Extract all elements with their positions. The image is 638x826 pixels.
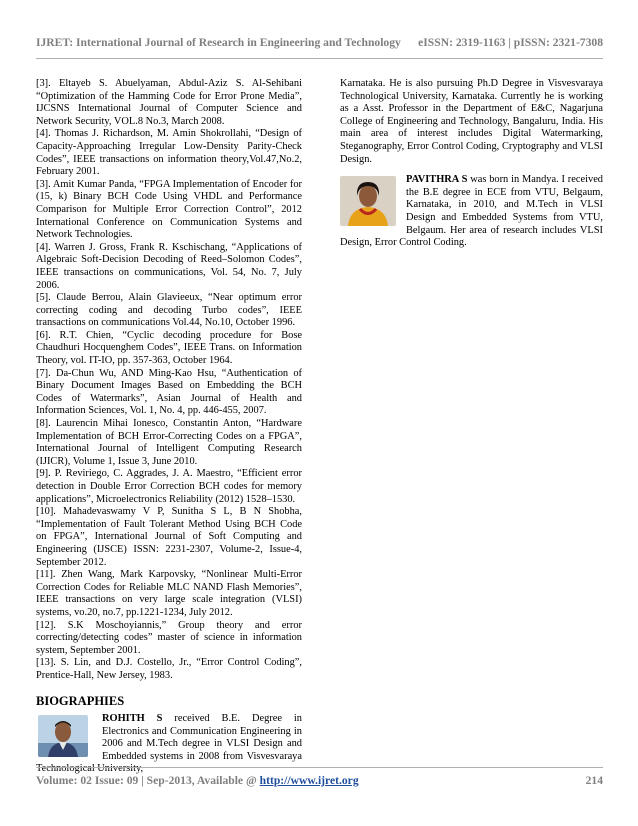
reference-list [36,78,302,683]
bio-pavithra [340,174,603,250]
reference-item: [9]. P. Reviriego, C. Aggrades, J. A. Maestro, “Efficient error detection in Double Error Correction BCH codes for memory applications”, Microelectronics Reliability (2012) 1528–1530. [36,468,302,505]
reference-item: [7]. Da-Chun Wu, AND Ming-Kao Hsu, “Authentication of Binary Document Images Based on Embedding the BCH Codes of Watermarks”, Asian Journal of Health and Information Sciences, Vol. 1, No. 4, pp. 446-455, 2007. [36,367,302,417]
issn-info: eISSN: 2319-1163 | pISSN: 2321-7308 [418,36,603,49]
bio-text: received B.E. Degree in Electronics and Communication Engineering in 2006 and M.Tech degree in VLSI Design and Embedded systems in 2008 from Visvesvaraya Technological University, [36,713,302,775]
reference-item: [13]. S. Lin, and D.J. Costello, Jr., “Error Control Coding”, Prentice-Hall, New Jersey, 1983. [36,657,302,681]
bio-continuation: Karnataka. He is also pursuing Ph.D Degree in Visvesvaraya Technological University, Karnataka. Currently he is working as a Asst. Professor in the Department of E&C, Nagarjuna College of Engineering and Technology, Bangaluru, India. His main area of interest includes Digital Watermarking, Steganography, Error Control Coding, Cryptography and VLSI Design. [340,78,603,165]
page-header [36,36,603,49]
journal-link[interactable]: http://www.ijret.org [259,774,359,787]
reference-item: [5]. Claude Berrou, Alain Glavieeux, “Near optimum error correcting coding and decoding Turbo codes”, IEEE transactions on communications Vol.44, No.10, October 1996. [36,292,302,329]
reference-item: [12]. S.K Moschoyiannis,” Group theory and error correcting/detecting codes” master of science in information system, September 2001. [36,619,302,656]
header-divider [36,58,603,59]
reference-item: [4]. Warren J. Gross, Frank R. Kschischang, “Applications of Algebraic Soft-Decision Decoding of Reed–Solomon Codes”, IEEE transactions on communications, Vol. 54, No. 7, July 2006. [36,241,302,291]
reference-item: [11]. Zhen Wang, Mark Karpovsky, “Nonlinear Multi-Error Correction Codes for Reliable MLC NAND Flash Memories”, IEEE transactions on very large scale integration (VLSI) systems, vo.20, no.7, pp.1221-1234, July 2012. [36,569,302,618]
left-column [36,78,302,776]
bio-text: was born in Mandya. I received the B.E degree in ECE from VTU, Belgaum, Karnataka, in 2010, and M.Tech in VLSI Design and Embedded Systems from VTU, Belgaum. Her area of research includes VLSI Design, Error Control Coding. [340,174,603,249]
reference-item: [4]. Thomas J. Richardson, M. Amin Shokrollahi, “Design of Capacity-Approaching Irregular Low-Density Parity-Check Codes”, IEEE transactions on information theory,Vol.47,No.2, February 2001. [36,128,302,178]
reference-item: [3]. Amit Kumar Panda, “FPGA Implementation of Encoder for (15, k) Binary BCH Code Using VHDL and Performance Comparison for Multiple Error Correction Control”, 2012 International Conference on Communication Systems and Network Technologies. [36,178,302,241]
bio-name: PAVITHRA S [406,174,468,186]
footer-issue: Volume: 02 Issue: 09 | Sep-2013, Available @ [36,774,260,787]
footer-divider [36,767,603,768]
bio-name: ROHITH S [102,713,163,725]
reference-item: [8]. Laurencin Mihai Ionesco, Constantin Anton, “Hardware Implementation of BCH Error-Correcting Codes on a FPGA”, International Journal of Intelligent Computing Research (IJICR), Volume 1, Issue 3, June 2010. [36,418,302,467]
reference-item: [10]. Mahadevaswamy V P, Sunitha S L, B N Shobha, “Implementation of Fault Tolerant Method Using BCH Code on FPGA”, International Journal of Soft Computing and Engineering (IJSCE) ISSN: 2231-2307, Volume-2, Issue-4, September 2012. [36,506,302,568]
page-footer [36,774,603,787]
biographies-heading: BIOGRAPHIES [36,693,125,708]
right-column [340,78,603,250]
author-photo-rohith [38,715,88,757]
page-number: 214 [585,774,603,787]
journal-title: IJRET: International Journal of Research in Engineering and Technology [36,36,401,49]
reference-item: [3]. Eltayeb S. Abuelyaman, Abdul-Aziz S. Al-Sehibani “Optimization of the Hamming Code for Error Prone Media”, IJCSNS International Journal of Computer Science and Network Security, VOL.8 No.3, March 2008. [36,78,302,127]
reference-item: [6]. R.T. Chien, “Cyclic decoding procedure for Bose Chaudhuri Hocquenghem Codes”, IEEE Trans. on Information Theory, vol. IT-IO, pp. 357-363, October 1964. [36,329,302,367]
author-photo-pavithra [340,176,396,226]
